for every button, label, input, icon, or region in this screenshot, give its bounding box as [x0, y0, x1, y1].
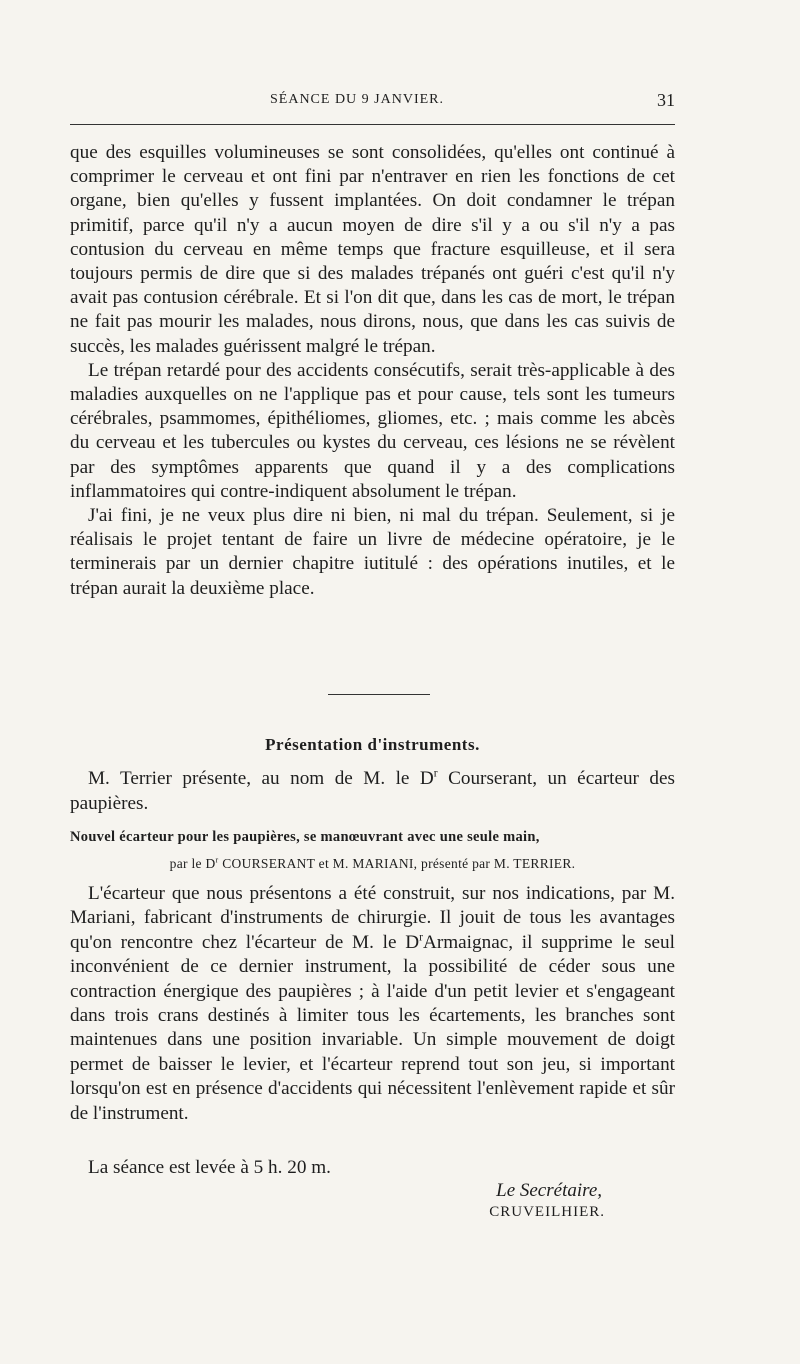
article-body-1: L'écarteur que nous présentons a été construit, sur nos indications, par M. Mariani, fabricant d'instruments de chirurgie. Il jouit de tous les avantages qu'on rencontre chez l'écarteur de M. le [70, 883, 675, 953]
article-body-d: D [405, 931, 420, 953]
signature-role: Le Secrétaire, [496, 1180, 602, 1201]
closing-line: La séance est levée à 5 h. 20 m. [88, 1157, 331, 1178]
article-title: Nouvel écarteur pour les paupières, se manœuvrant avec une seule main, [70, 829, 540, 845]
presentation-sup: r [433, 767, 438, 780]
paragraph-2: Le trépan retardé pour des accidents consécutifs, serait très-applicable à des maladies auxquelles on ne l'applique pas et pour cause, tels sont les tumeurs cérébrales, psammomes, épithéliomes, gliomes, etc. ; mais comme les abcès du cerveau et les tubercules ou kystes du cerveau, ces lésions ne se révèlent par des symptômes apparents que quand il y a des complications inflammatoires qui contre-indiquent absolument le trépan. [70, 359, 675, 502]
byline-sup: r [215, 855, 219, 865]
article-body [70, 882, 675, 1126]
presentation-text [70, 767, 675, 816]
section-title: Présentation d'instruments. [265, 735, 480, 754]
presentation-paragraph [70, 767, 675, 816]
header-rule [70, 124, 675, 125]
paragraph-1: que des esquilles volumineuses se sont consolidées, qu'elles ont continué à comprimer le cerveau et ont fini par n'entraver en rien les fonctions de cet organe, bien qu'elles y fussent implantées. On doit condamner le trépan primitif, parce qu'il n'y a aucun moyen de dire s'il y a ou s'il n'y a pas contusion du cerveau en même temps que fracture esquilleuse, et il sera toujours permis de dire que si des malades trépanés ont guéri c'est qu'il n'y avait pas contusion cérébrale. Et si l'on dit que, dans les cas de mort, le trépan ne fait pas mourir les malades, nous dirons, nous, que dans les cas suivis de succès, les malades guérissent malgré le trépan. [70, 142, 675, 357]
paragraph-3: J'ai fini, je ne veux plus dire ni bien, ni mal du trépan. Seulement, si je réalisais le projet tentant de faire un livre de médecine opératoire, je le terminerais par un dernier chapitre iutitulé : des opérations inutiles, et le trépan aurait la deuxième place. [70, 505, 675, 599]
byline-part-2: COURSERANT et M. MARIANI, présenté par M. TERRIER. [218, 856, 576, 871]
byline-part-1: par le D [169, 856, 216, 871]
page-number: 31 [657, 90, 675, 110]
running-title: SÉANCE DU 9 JANVIER. [270, 92, 444, 107]
article-paragraph [70, 882, 675, 1126]
presentation-before: M. Terrier présente, au nom de M. le D [88, 768, 434, 789]
article-body-sup: r [419, 931, 423, 944]
body-text [70, 141, 675, 601]
presentation-after: Courserant, un écarteur des paupières. [70, 768, 675, 814]
signature-name: CRUVEILHIER. [489, 1204, 605, 1220]
page-header [70, 90, 675, 112]
article-body-2: Armaignac, il supprime le seul inconvénient de ce dernier instrument, la possibilité de céder sous une contraction énergique des paupières ; à l'aide d'un petit levier et s'engageant dans trois crans destinés à limiter tous les écartements, les branches sont maintenues dans une position invariable. Un simple mouvement de doigt permet de baisser le levier, et l'écarteur reprend tout son jeu, si important lorsqu'on est en présence d'accidents qui nécessitent l'enlèvement rapide et sûr de l'instrument. [70, 931, 675, 1124]
article-byline [70, 856, 675, 872]
section-separator [328, 694, 430, 695]
